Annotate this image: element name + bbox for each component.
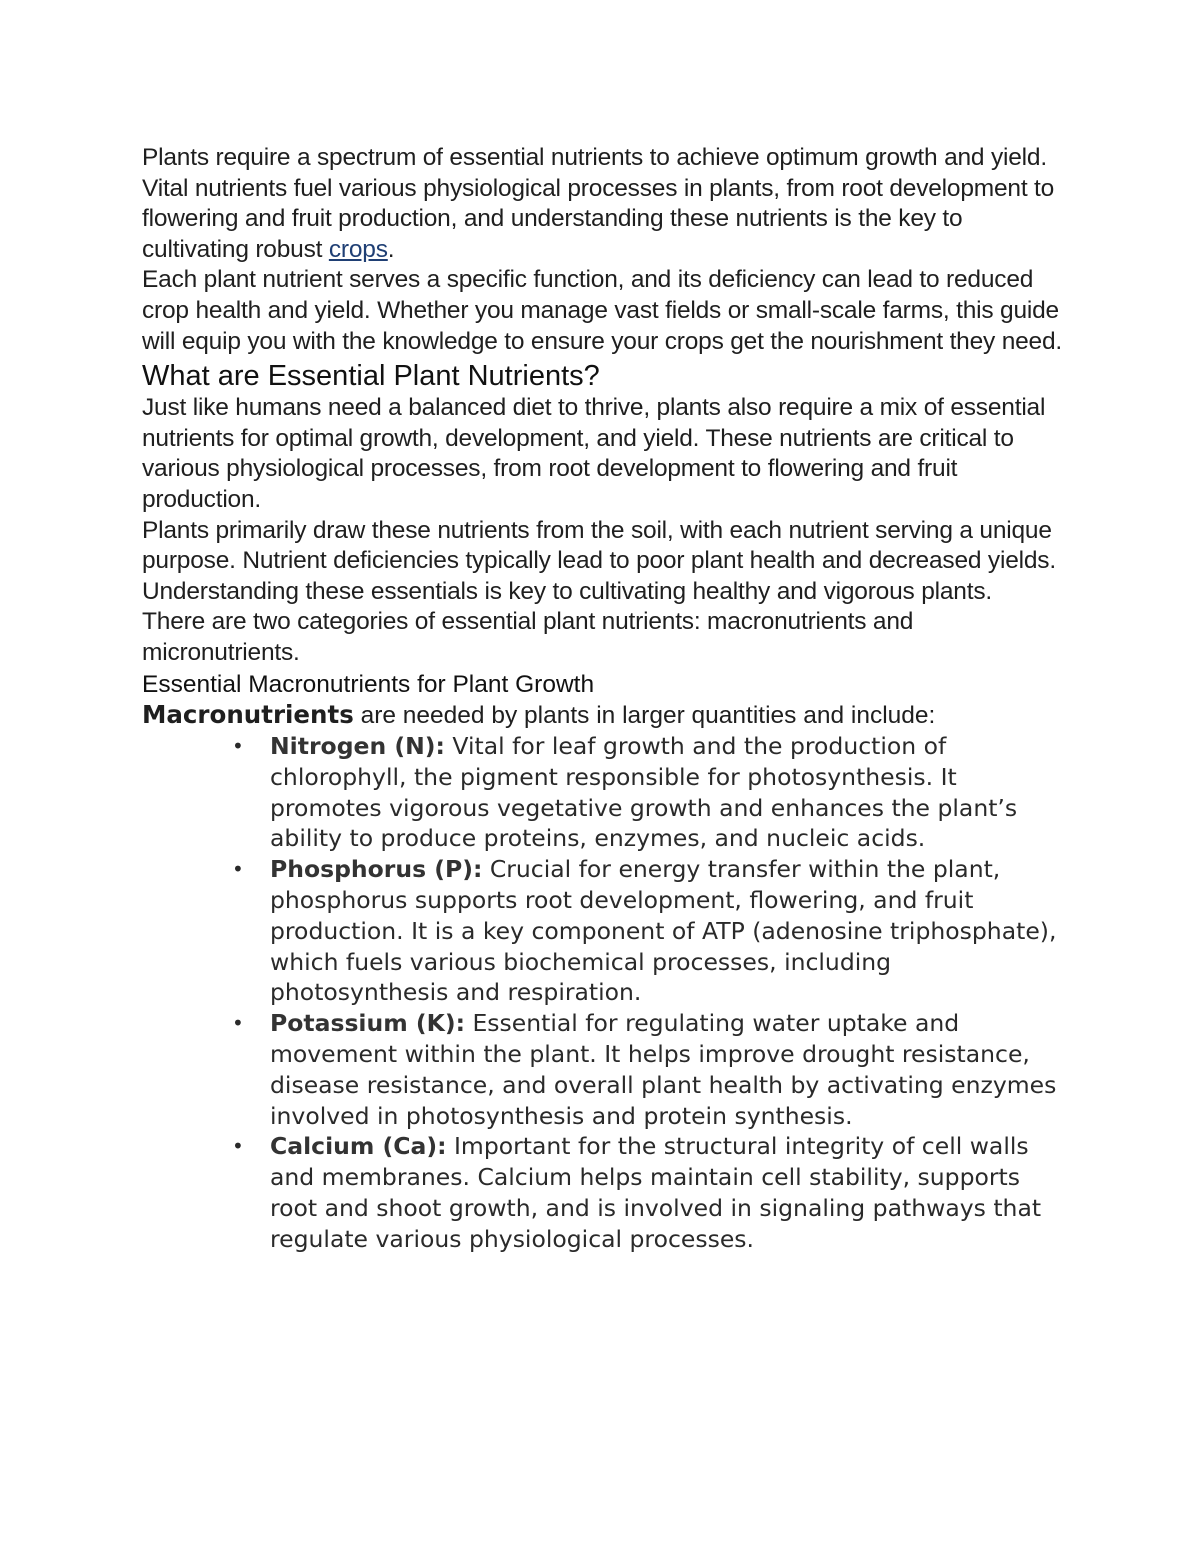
bullet-icon: •: [232, 1134, 244, 1159]
intro-paragraph-1: [142, 143, 1072, 265]
section1-paragraph-1: Just like humans need a balanced diet to thrive, plants also require a mix of essential nutrients for optimal growth, development, and yield. These nutrients are critical to various physiological processes, from root development to flowering and fruit production.: [142, 394, 1046, 513]
section1-paragraph-3: There are two categories of essential plant nutrients: macronutrients and micronutrients.: [142, 608, 914, 666]
document-page: [142, 143, 1072, 1255]
list-item-text: Crucial for energy transfer within the plant, phosphorus supports root development, flowering, and fruit production. It is a key component of ATP (adenosine triphosphate), which fuels various biochemical processes, including photosynthesis and respiration.: [270, 855, 1057, 1007]
list-item-term: Nitrogen (N):: [270, 732, 445, 761]
list-item-term: Phosphorus (P):: [270, 855, 483, 884]
list-item-nitrogen: [232, 731, 1060, 854]
macronutrients-term: Macronutrients: [142, 699, 354, 729]
bullet-icon: •: [232, 734, 244, 759]
intro-text-after-link: .: [387, 235, 395, 263]
intro-paragraph-2: Each plant nutrient serves a specific function, and its deficiency can lead to reduced crop health and yield. Whether you manage vast fields or small-scale farms, this guide will equip you with the knowledge to ensure your crops get the nourishment they need.: [142, 266, 1063, 355]
crops-link[interactable]: crops: [328, 235, 388, 263]
section1-paragraph-2: Plants primarily draw these nutrients from the soil, with each nutrient serving a unique purpose. Nutrient deficiencies typically lead to poor plant health and decreased yields. Understanding these essentials is key to cultivating healthy and vigorous plants.: [142, 516, 1056, 605]
list-item-calcium: [232, 1131, 1060, 1254]
list-item-potassium: [232, 1008, 1060, 1131]
list-item-phosphorus: [232, 854, 1060, 1008]
bullet-icon: •: [232, 857, 244, 882]
macronutrients-lead: [142, 700, 1072, 732]
bullet-icon: •: [232, 1011, 244, 1036]
list-item-term: Calcium (Ca):: [270, 1132, 447, 1161]
list-item-text: Vital for leaf growth and the production of chlorophyll, the pigment responsible for photosynthesis. It promotes vigorous vegetative growth and enhances the plant’s ability to produce proteins, enzymes, and nucleic acids.: [270, 732, 1018, 853]
macronutrient-list: [142, 731, 1072, 1255]
macronutrients-lead-text: are needed by plants in larger quantities and include:: [353, 701, 936, 729]
intro-text-before-link: Plants require a spectrum of essential nutrients to achieve optimum growth and yield. Vital nutrients fuel various physiological processes in plants, from root development to flowering and fruit production, and understanding these nutrients is the key to cultivating robust: [142, 144, 1055, 263]
list-item-text: Important for the structural integrity of cell walls and membranes. Calcium helps maintain cell stability, supports root and shoot growth, and is involved in signaling pathways that regulate various physiological processes.: [270, 1132, 1042, 1253]
list-item-term: Potassium (K):: [270, 1009, 465, 1038]
section-heading-macronutrients: Essential Macronutrients for Plant Growth: [142, 670, 595, 698]
section-heading-essential-nutrients: What are Essential Plant Nutrients?: [142, 360, 600, 393]
list-item-text: Essential for regulating water uptake and movement within the plant. It helps improve drought resistance, disease resistance, and overall plant health by activating enzymes involved in photosynthesis and protein synthesis.: [270, 1009, 1057, 1130]
